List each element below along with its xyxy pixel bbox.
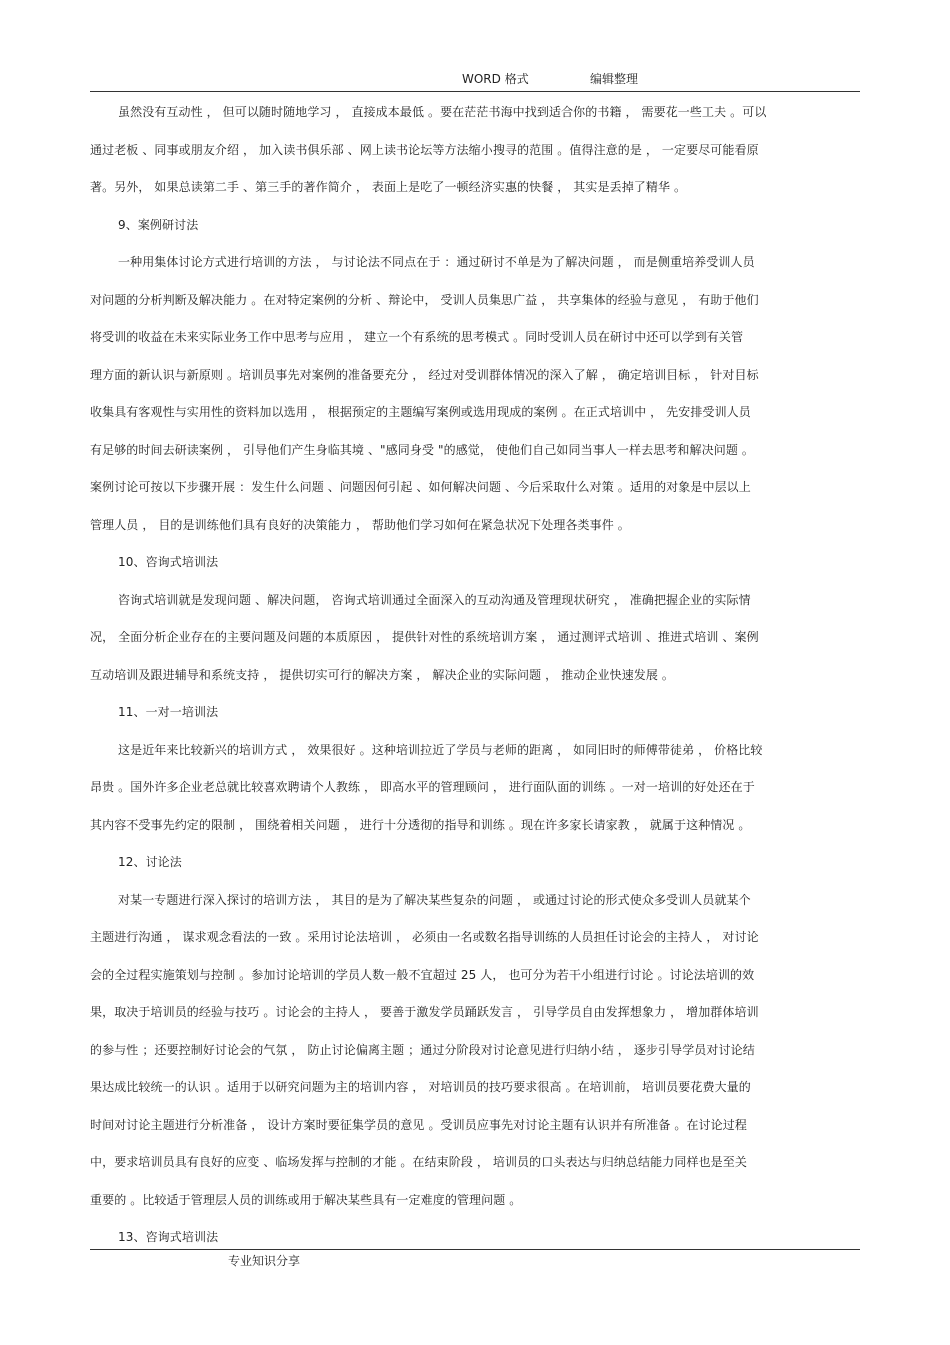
text-line: 中，要求培训员具有良好的应变 、临场发挥与控制的才能 。在结束阶段 ， 培训员的口头表达与归纳总结能力同样也是至关 [90,1155,747,1169]
text-line: 会的全过程实施策划与控制 。参加讨论培训的学员人数一般不宜超过 25 人， 也可分为若干小组进行讨论 。讨论法培训的效 [90,967,755,982]
text-line: 一种用集体讨论方式进行培训的方法 ， 与讨论法不同点在于 ：通过研讨不单是为了解决问题 ， 而是侧重培养受训人员 [118,255,755,269]
text-line: 这是近年来比较新兴的培训方式 ， 效果很好 。这种培训拉近了学员与老师的距离 ， 如同旧时的师傅带徒弟 ， 价格比较 [118,742,763,757]
text-line: 10、咨询式培训法 [118,555,219,569]
text-line: 13、咨询式培训法 [118,1230,219,1244]
text-line: 有足够的时间去研读案例 ， 引导他们产生身临其境 、"感同身受 "的感觉， 使他们自己如同当事人一样去思考和解决问题 。 [90,442,754,457]
page-footer: 专业知识分享 [228,1254,301,1268]
text-line: 果达成比较统一的认识 。适用于以研究问题为主的培训内容 ， 对培训员的技巧要求很高 。在培训前， 培训员要花费大量的 [90,1080,751,1094]
header-edit-label: 编辑整理 [590,72,639,86]
text-line: 的参与性 ；还要控制好讨论会的气氛 ， 防止讨论偏离主题 ；通过分阶段对讨论意见进行归纳小结 ， 逐步引导学员对讨论结 [90,1042,755,1057]
document-body [90,100,860,1263]
text-line: 收集具有客观性与实用性的资料加以选用 ， 根据预定的主题编写案例或选用现成的案例 。在正式培训中 ， 先安排受训人员 [90,405,751,419]
page-header [0,70,950,90]
text-line: 时间对讨论主题进行分析准备 ， 设计方案时要征集学员的意见 。受训员应事先对讨论主题有认识并有所准备 。在讨论过程 [90,1117,747,1132]
text-line: 对问题的分析判断及解决能力 。在对特定案例的分析 、辩论中， 受训人员集思广益 ， 共享集体的经验与意见 ， 有助于他们 [90,292,759,307]
text-line: 管理人员 ， 目的是训练他们具有良好的决策能力 ， 帮助他们学习如何在紧急状况下处理各类事件 。 [90,517,630,532]
text-line: 11、一对一培训法 [118,705,219,719]
text-line: 12、讨论法 [118,855,182,869]
text-line: 理方面的新认识与新原则 。培训员事先对案例的准备要充分 ， 经过对受训群体情况的深入了解 ， 确定培训目标 ， 针对目标 [90,367,759,382]
text-line: 咨询式培训就是发现问题 、解决问题， 咨询式培训通过全面深入的互动沟通及管理现状研究 ， 准确把握企业的实际情 [118,592,751,607]
text-line: 其内容不受事先约定的限制 ， 围绕着相关问题 ， 进行十分透彻的指导和训练 。现在许多家长请家教 ， 就属于这种情况 。 [90,817,751,832]
text-line: 案例讨论可按以下步骤开展 ：发生什么问题 、问题因何引起 、如何解决问题 、今后采取什么对策 。适用的对象是中层以上 [90,480,751,494]
text-line: 主题进行沟通 ， 谋求观念看法的一致 。采用讨论法培训 ， 必须由一名或数名指导训练的人员担任讨论会的主持人 ， 对讨论 [90,930,759,944]
text-line: 果，取决于培训员的经验与技巧 。讨论会的主持人 ， 要善于激发学员踊跃发言 ， 引导学员自由发挥想象力 ， 增加群体培训 [90,1005,759,1019]
text-line: 互动培训及跟进辅导和系统支持 ， 提供切实可行的解决方案 ， 解决企业的实际问题 ， 推动企业快速发展 。 [90,667,675,682]
text-line: 况， 全面分析企业存在的主要问题及问题的本质原因 ， 提供针对性的系统培训方案 ， 通过测评式培训 、推进式培训 、案例 [90,630,759,644]
text-line: 昂贵 。国外许多企业老总就比较喜欢聘请个人教练 ， 即高水平的管理顾问 ， 进行面队面的训练 。一对一培训的好处还在于 [90,780,755,794]
header-divider [90,91,860,92]
text-line: 9、案例研讨法 [118,217,199,232]
text-line: 将受训的收益在未来实际业务工作中思考与应用 ， 建立一个有系统的思考模式 。同时受训人员在研讨中还可以学到有关管 [90,330,744,344]
footer-divider [90,1249,860,1250]
text-line: 通过老板 、同事或朋友介绍 ， 加入读书俱乐部 、网上读书论坛等方法缩小搜寻的范围 。值得注意的是 ， 一定要尽可能看原 [90,142,759,157]
text-line: 著。另外， 如果总读第二手 、第三手的著作简介 ， 表面上是吃了一顿经济实惠的快餐 ， 其实是丢掉了精华 。 [90,180,687,194]
header-format-label: WORD 格式 [462,72,529,86]
text-line: 对某一专题进行深入探讨的培训方法 ， 其目的是为了解决某些复杂的问题 ， 或通过讨论的形式使众多受训人员就某个 [118,892,751,907]
text-line: 虽然没有互动性 ， 但可以随时随地学习 ， 直接成本最低 。要在茫茫书海中找到适合你的书籍 ， 需要花一些工夫 。可以 [118,105,767,119]
text-line: 重要的 。比较适于管理层人员的训练或用于解决某些具有一定难度的管理问题 。 [90,1192,522,1207]
